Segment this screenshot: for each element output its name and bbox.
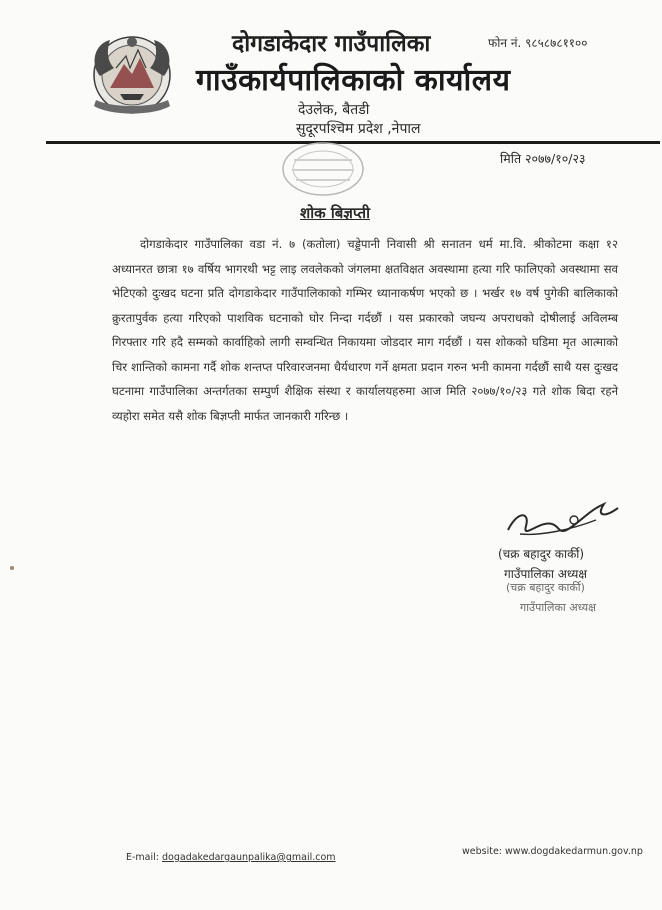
notice-paragraph: दोगडाकेदार गाउँपालिका वडा नं. ७ (कतोला) चड्डेपानी निवासी श्री सनातन धर्म मा.वि. श्रीकोटमा कक्षा १२ अध्यानरत छात्रा १७ वर्षिय भागरथी भट्ट लाइ लवलेकको जंगलमा क्षतविक्षत अवस्थामा हत्या गरि फालिएको अवस्थामा सव भेटिएको दुःखद घटना प्रति दोगडाकेदार गाउँपालिकाको गम्भिर ध्यानाकर्षण भएको छ । भर्खर १७ वर्ष पुगेकी बालिकाको क्रुरतापुर्वक हत्या गरिएको पाशविक घटनाको घोर निन्दा गर्दछौं । यस प्रकारको जघन्य अपराधको दोषीलाई अविलम्ब गिरफ्तार गरि हदै सम्मको कार्वाहिको लागी सम्वन्धित निकायमा जोडदार माग गर्दछौं । यस शोकको घडिमा मृत आत्माको चिर शान्तिको कामना गर्दै शोक शन्तप्त परिवारजनमा धैर्यधारण गर्ने क्षमता प्रदान गरुन भनी कामना गर्दछौं साथै यस दुःखद घटनामा गाउँपालिका अन्तर्गतका सम्पुर्ण शैक्षिक संस्था र कार्यालयहरुमा आज मिति २०७७/१०/२३ गते शोक बिदा रहने व्यहोरा समेत यसै शोक बिज्ञप्ती मार्फत जानकारी गरिन्छ । xyxy=(112,237,618,423)
stamp-post: गाउँपालिका अध्यक्ष xyxy=(520,601,597,614)
phone-number: फोन नं. ९८५८७८११०० xyxy=(488,36,588,50)
office-name: गाउँकार्यपालिकाको कार्यालय xyxy=(196,63,511,98)
office-seal-icon xyxy=(280,140,366,198)
signatory-name: (चक्र बहादुर कार्की) xyxy=(498,547,585,561)
email-link[interactable]: dogadakedargaunpalika@gmail.com xyxy=(162,852,336,863)
email-footer xyxy=(126,852,336,863)
issue-date: मिति २०७७/१०/२३ xyxy=(500,151,586,166)
address-line-1: देउलेक, बैतडी xyxy=(298,102,370,118)
signatory-post: गाउँपालिका अध्यक्ष xyxy=(504,567,587,581)
website-footer[interactable]: website: www.dogdakedarmun.gov.np xyxy=(462,846,643,857)
municipality-name: दोगडाकेदार गाउँपालिका xyxy=(232,31,431,57)
stamp-name: (चक्र बहादुर कार्की) xyxy=(506,581,585,594)
notice-title: शोक बिज्ञप्ती xyxy=(300,204,370,222)
nepal-emblem-icon xyxy=(80,28,184,120)
paper-speck xyxy=(10,566,14,570)
address-line-2: सुदूरपश्चिम प्रदेश ,नेपाल xyxy=(296,121,421,137)
email-label: E-mail: xyxy=(126,852,163,863)
notice-body xyxy=(112,232,618,428)
